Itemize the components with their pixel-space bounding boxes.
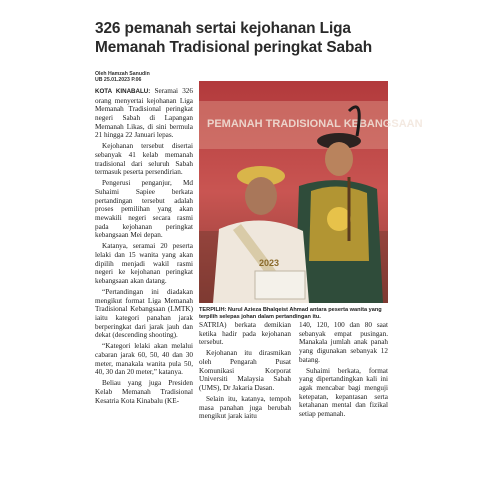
paragraph: Pengerusi penganjur, Md Suhaimi Sapiee berkata pertandingan tersebut adalah proses pemilihan yang akan mewakili negeri secara rasmi pada kejohanan peringkat kebangsaan Mei depan. xyxy=(95,179,193,240)
author-name: Oleh Hamzah Sanudin xyxy=(95,71,150,77)
paragraph: Kejohanan tersebut disertai sebanyak 41 kelab memanah tradisional dari seluruh Sabah termasuk peserta persendirian. xyxy=(95,142,193,177)
paragraph: Selain itu, katanya, tempoh masa panahan juga berubah mengikut jarak iaitu xyxy=(199,395,291,421)
paragraph: Suhaimi berkata, format yang dipertandingkan kali ini agak mencabar bagi menguji ketepatan, kepantasan serta ketahanan mental dan fizikal setiap pemanah. xyxy=(299,366,388,418)
paragraph: “Pertandingan ini diadakan mengikut format Liga Memanah Tradisional Kebangsaan (LMTK) iaitu kategori panahan jarak berperingkat dari jarak jauh dan dekat (descending shooting). xyxy=(95,288,193,340)
photo-illustration xyxy=(199,81,423,303)
paragraph: SATRIA) berkata demikian ketika hadir pada kejohanan tersebut. xyxy=(199,321,291,347)
paragraph: Katanya, seramai 20 peserta lelaki dan 15 wanita yang akan dipilih menjadi wakil rasmi negeri ke kejohanan peringkat kebangsaan akan datang. xyxy=(95,242,193,285)
paragraph-text: Seramai 326 orang menyertai kejohanan Liga Memanah Tradisional peringkat negeri Sabah di Lapangan Memanah Likas, di sini bermula 21 hingga 22 Januari lepas. xyxy=(95,87,193,140)
body-column-2 xyxy=(199,321,291,423)
paragraph: Kejohanan itu dirasmikan oleh Pengarah Pusat Komunikasi Korporat Universiti Malaysia Sabah (UMS), Dr Jakaria Dasan. xyxy=(199,349,291,392)
paragraph: Beliau yang juga Presiden Kelab Memanah Tradisional Kesatria Kota Kinabalu (KE- xyxy=(95,379,193,405)
paragraph: 140, 120, 100 dan 80 saat sebanyak empat pusingan. Manakala jumlah anak panah yang digunakan sebanyak 12 batang. xyxy=(299,321,388,364)
body-column-3 xyxy=(299,321,388,421)
woman-face xyxy=(245,177,277,215)
caption-text: Nurul Azieza Bhalqeist Ahmad antara peserta wanita yang terpilih selepas johan dalam pertandingan itu. xyxy=(199,307,382,320)
photo-caption xyxy=(199,307,388,321)
body-column-1 xyxy=(95,87,193,408)
banner-text: PEMANAH TRADISIONAL KEBANGSAAN xyxy=(207,118,423,130)
certificate xyxy=(255,271,305,299)
man-face xyxy=(325,142,353,176)
news-photo xyxy=(199,81,423,303)
dateline: KOTA KINABALU: xyxy=(95,88,151,95)
article-headline: 326 pemanah sertai kejohanan Liga Memanah Tradisional peringkat Sabah xyxy=(95,20,373,56)
paragraph: “Kategori lelaki akan melalui cabaran jarak 60, 50, 40 dan 30 meter, manakala wanita pula 50, 40, 30 dan 20 meter,” katanya. xyxy=(95,342,193,377)
caption-label: TERPILIH: xyxy=(199,307,227,313)
sash-badge: 2023 xyxy=(259,258,280,268)
source-date: UB 25.01.2023 P.06 xyxy=(95,77,142,84)
paragraph xyxy=(95,87,193,140)
byline xyxy=(95,71,150,84)
